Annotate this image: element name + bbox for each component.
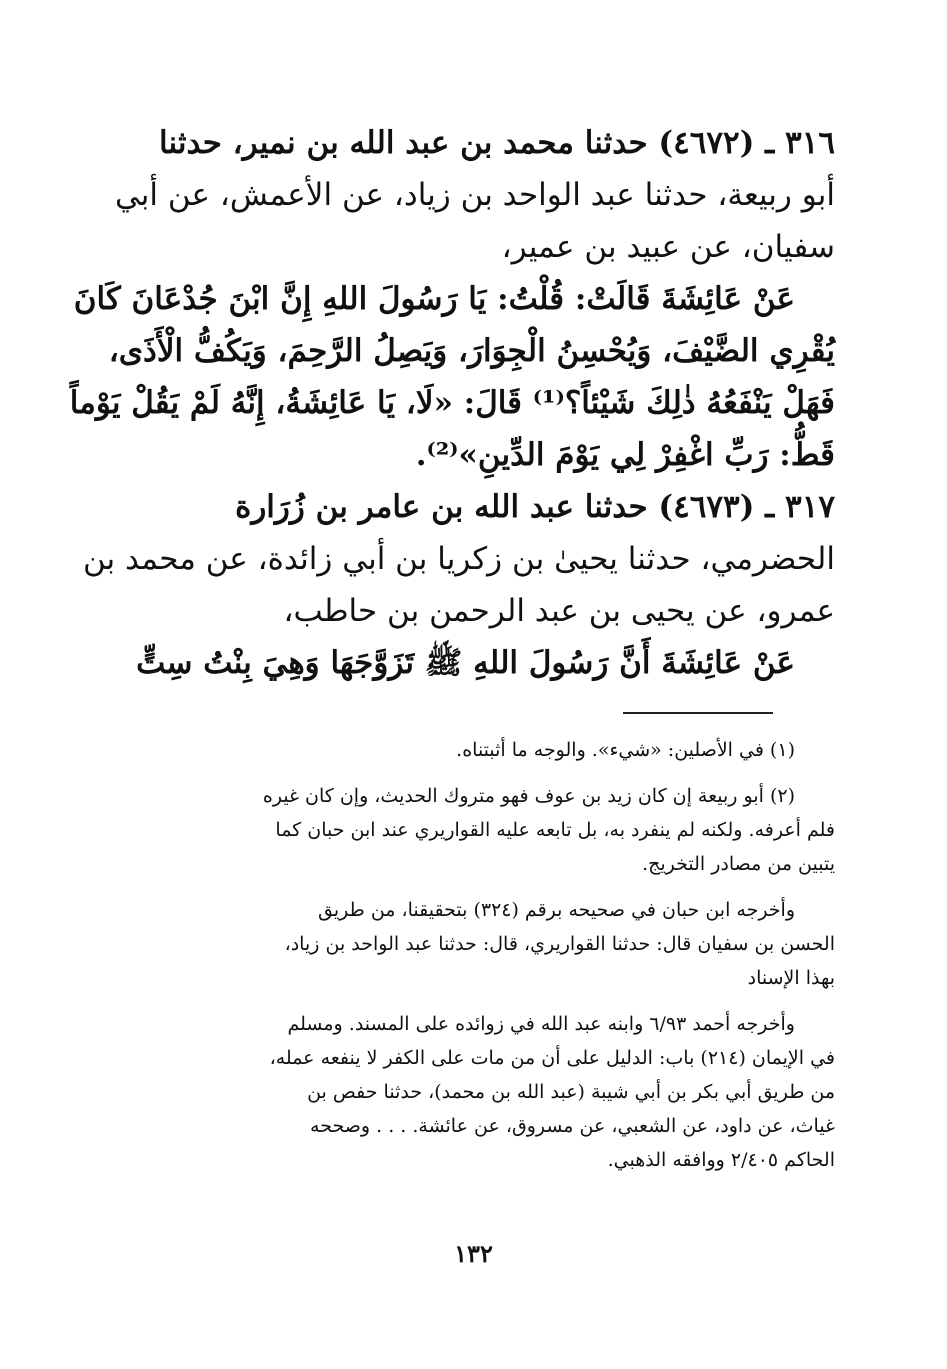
- footnote-line: (١) في الأصلين: «شيء». والوجه ما أثبتناه.: [456, 739, 795, 761]
- footnote-separator: [623, 712, 773, 714]
- footnotes: [133, 733, 835, 1177]
- matn-line: عَنْ عَائِشَةَ قَالَتْ: قُلْتُ: يَا رَسُولَ اللهِ إِنَّ ابْنَ جُدْعَانَ كَانَ: [73, 281, 795, 317]
- isnad-line: ٣١٦ ـ (٤٦٧٢) حدثنا محمد بن عبد الله بن نمير، حدثنا: [159, 125, 835, 161]
- footnote-line: (٢) أبو ربيعة إن كان زيد بن عوف فهو متروك الحديث، وإن كان غيره: [262, 785, 795, 807]
- footnote-2-takhrij-ibn-hibban: [133, 893, 835, 995]
- footnote-line: وأخرجه أحمد ٦/٩٣ وابنه عبد الله في زوائده على المسند. ومسلم: [287, 1013, 795, 1035]
- isnad-line: عمرو، عن يحيى بن عبد الرحمن بن حاطب،: [283, 593, 835, 629]
- footnote-line: من طريق أبي بكر بن أبي شيبة (عبد الله بن محمد)، حدثنا حفص بن: [307, 1081, 835, 1103]
- hadith-317: [82, 481, 835, 689]
- isnad-line: ٣١٧ ـ (٤٦٧٣) حدثنا عبد الله بن عامر بن زُرَارة: [235, 489, 835, 525]
- footnote-line: في الإيمان (٢١٤) باب: الدليل على أن من مات على الكفر لا ينفعه عمله،: [269, 1047, 835, 1069]
- footnote-2-takhrij-ahmad-muslim: [133, 1007, 835, 1177]
- main-text: [69, 117, 835, 689]
- hadith-316: [69, 117, 835, 481]
- matn-line: فَهَلْ يَنْفَعُهُ ذٰلِكَ شَيْئاً؟⁽¹⁾ قَالَ: «لَا، يَا عَائِشَةُ، إِنَّهُ لَمْ يَقُلْ يَوْماً: [69, 385, 835, 421]
- footnote-line: فلم أعرفه. ولكنه لم ينفرد به، بل تابعه عليه القواريري عند ابن حبان كما: [275, 819, 835, 841]
- matn-line: قَطُّ: رَبِّ اغْفِرْ لِي يَوْمَ الدِّينِ»⁽²⁾.: [415, 437, 835, 473]
- footnote-line: يتبين من مصادر التخريج.: [642, 853, 835, 875]
- matn-316: [69, 273, 835, 481]
- matn-317: [133, 637, 835, 689]
- isnad-line: أبو ربيعة، حدثنا عبد الواحد بن زياد، عن الأعمش، عن أبي: [114, 177, 835, 213]
- footnote-2: [133, 779, 835, 881]
- page-number: ١٣٢: [454, 1239, 493, 1268]
- footnote-1: [133, 733, 835, 767]
- footnote-line: وأخرجه ابن حبان في صحيحه برقم (٣٢٤) بتحقيقنا، من طريق: [318, 899, 795, 921]
- matn-line: يُقْرِي الضَّيْفَ، وَيُحْسِنُ الْجِوَارَ، وَيَصِلُ الرَّحِمَ، وَيَكُفُّ الْأَذَى،: [108, 333, 835, 369]
- isnad-line: الحضرمي، حدثنا يحيىٰ بن زكريا بن أبي زائدة، عن محمد بن: [82, 541, 835, 577]
- footnote-line: الحاكم ٢/٤٠٥ ووافقه الذهبي.: [607, 1149, 835, 1171]
- footnote-line: بهذا الإسناد: [747, 967, 835, 989]
- matn-line: عَنْ عَائِشَةَ أَنَّ رَسُولَ اللهِ ﷺ تَزَوَّجَهَا وَهِيَ بِنْتُ سِتٍّ: [136, 645, 795, 681]
- footnote-line: غياث، عن داود، عن الشعبي، عن مسروق، عن عائشة. . . . وصححه: [310, 1115, 835, 1137]
- isnad-line: سفيان، عن عبيد بن عمير،: [501, 229, 835, 265]
- footnote-line: الحسن بن سفيان قال: حدثنا القواريري، قال: حدثنا عبد الواحد بن زياد،: [284, 933, 835, 955]
